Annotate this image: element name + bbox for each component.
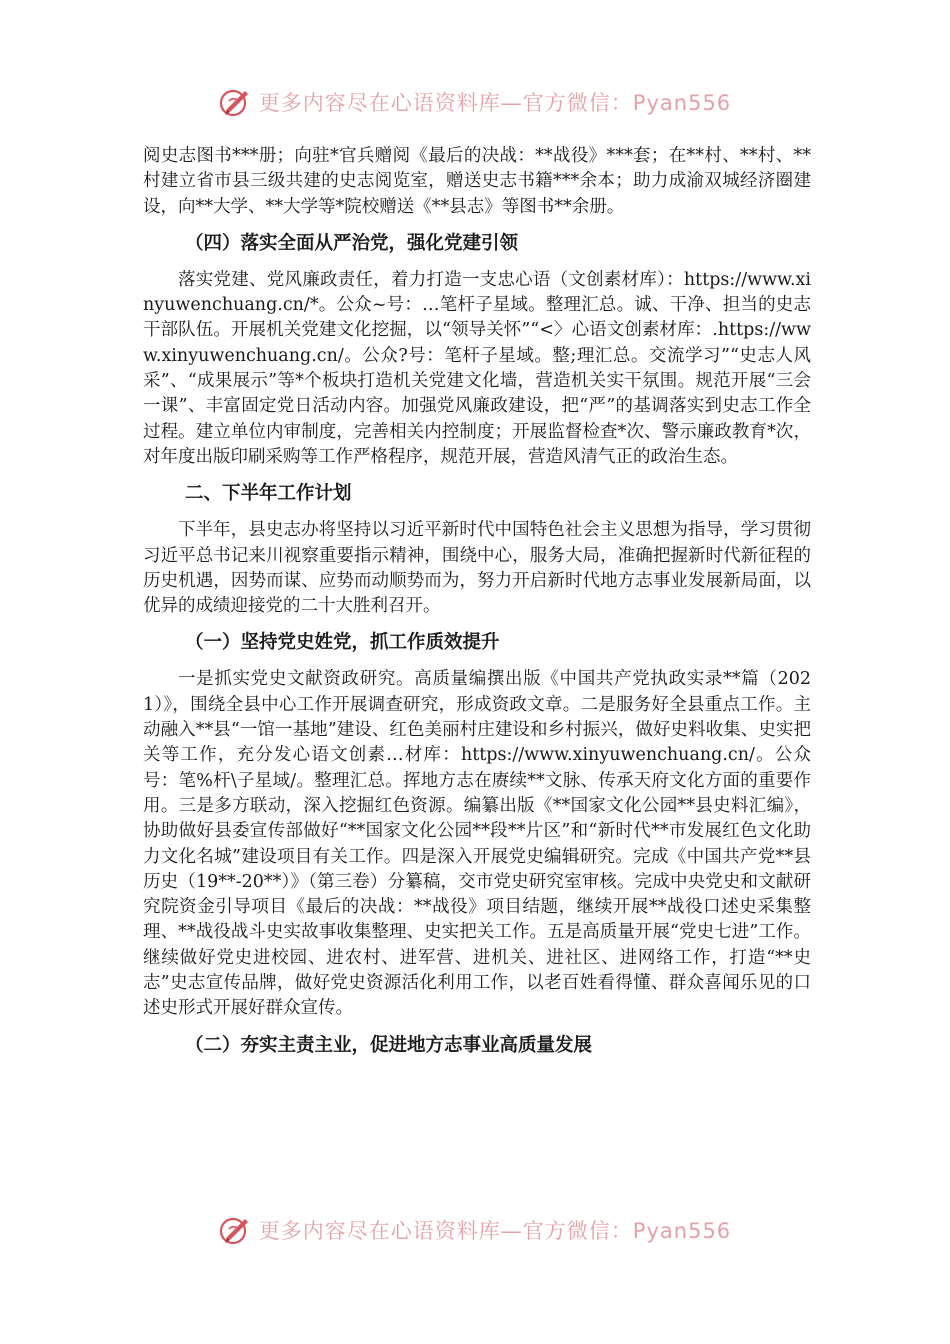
section-heading-1: （一）坚持党史姓党，抓工作质效提升	[185, 632, 500, 654]
paragraph-party-history: 一是抓实党史文献资政研究。高质量编撰出版《中国共产党执政实录**篇（2021）》，围绕全县中心工作开展调查研究，形成资政文章。二是服务好全县重点工作。主动融入**县“一馆一基地”建设、红色美丽村庄建设和乡村振兴，做好史料收集、史实把关等工作，充分发心语文创素…材库：https://www.xinyuwenchuang.cn/。公众号：笔%杆\子星域/。整理汇总。挥地方志在赓续**文脉、传承天府文化方面的重要作用。三是多方联动，深入挖掘红色资源。编纂出版《**国家文化公园**县史料汇编》，协助做好县委宣传部做好“**国家文化公园**段**片区”和“新时代**市发展红色文化助力文化名城”建设项目有关工作。四是深入开展党史编辑研究。完成《中国共产党**县历史（19**-20**）》（第三卷）分纂稿，交市党史研究室审核。完成中央党史和文献研究院资金引导项目《最后的决战：**战役》项目结题，继续开展**战役口述史采集整理、**战役战斗史实故事收集整理、史实把关工作。五是高质量开展“党史七进”工作。继续做好党史进校园、进农村、进军营、进机关、进社区、进网络工作，打造“**史志”史志宣传品牌，做好党史资源活化利用工作，以老百姓看得懂、群众喜闻乐见的口述史形式开展好群众宣传。	[143, 669, 811, 1019]
banner-text: 更多内容尽在心语资料库—官方微信：Pyan556	[258, 91, 732, 115]
paragraph-party-building: 落实党建、党风廉政责任，着力打造一支忠心语（文创素材库）：https://www.xinyuwenchuang.cn/*。公众~号：…笔杆子星域。整理汇总。诚、干净、担当的史志干部队伍。开展机关党建文化挖掘，以“领导关怀”“<〉心语文创素材库：.https://www.xinyuwenchuang.cn/。公众?号：笔杆子星域。整;理汇总。交流学习”“史志人风采”、“成果展示”等*个板块打造机关党建文化墙，营造机关实干氛围。规范开展“三会一课”、丰富固定党日活动内容。加强党风廉政建设，把“严”的基调落实到史志工作全过程。建立单位内审制度，完善相关内控制度；开展监督检查*次、警示廉政教育*次，对年度出版印刷采购等工作严格程序，规范开展，营造风清气正的政治生态。	[143, 269, 811, 467]
header-watermark-banner	[0, 82, 950, 122]
pen-logo-icon	[219, 1213, 253, 1247]
section-heading-4: （四）落实全面从严治党，强化党建引领	[185, 232, 519, 254]
footer-watermark-banner	[0, 1210, 950, 1250]
pen-logo-icon	[219, 85, 253, 119]
paragraph-continued: 阅史志图书***册；向驻*官兵赠阅《最后的决战：**战役》***套；在**村、**村、**村建立省市县三级共建的史志阅览室，赠送史志书籍***余本；助力成渝双城经济圈建设，向**大学、**大学等*院校赠送《**县志》等图书**余册。	[143, 146, 811, 217]
section-heading-plan: 二、下半年工作计划	[185, 483, 352, 505]
banner-text: 更多内容尽在心语资料库—官方微信：Pyan556	[258, 1219, 732, 1243]
section-heading-2: （二）夯实主责主业，促进地方志事业高质量发展	[185, 1034, 593, 1056]
document-body	[143, 144, 811, 1058]
paragraph-plan-intro: 下半年，县史志办将坚持以习近平新时代中国特色社会主义思想为指导，学习贯彻习近平总书记来川视察重要指示精神，围绕中心，服务大局，准确把握新时代新征程的历史机遇，因势而谋、应势而动顺势而为，努力开启新时代地方志事业发展新局面，以优异的成绩迎接党的二十大胜利召开。	[143, 520, 811, 617]
